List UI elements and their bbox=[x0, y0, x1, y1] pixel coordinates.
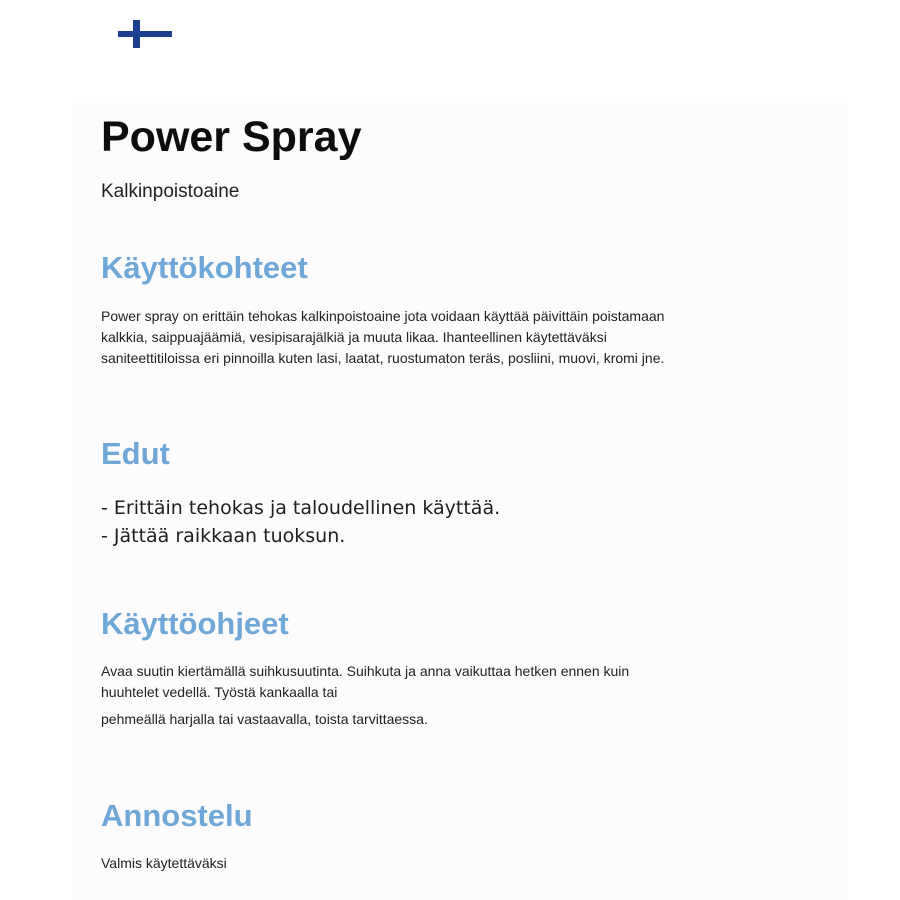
flag-cross-horizontal bbox=[118, 31, 172, 37]
section-heading-instructions: Käyttöohjeet bbox=[101, 606, 289, 641]
text-line: Valmis käytettäväksi bbox=[101, 855, 227, 871]
section-body-usage bbox=[101, 306, 841, 369]
text-line: kalkkia, saippuajäämiä, vesipisarajälkiä ja muuta likaa. Ihanteellinen käytettäväksi bbox=[101, 329, 607, 345]
finland-flag-icon bbox=[118, 18, 172, 50]
text-line: Power spray on erittäin tehokas kalkinpoistoaine jota voidaan käyttää päivittäin poistamaan bbox=[101, 308, 665, 324]
product-title: Power Spray bbox=[101, 113, 362, 161]
text-line: saniteettitiloissa eri pinnoilla kuten lasi, laatat, ruostumaton teräs, posliini, muovi, kromi jne. bbox=[101, 350, 665, 366]
text-line: huuhtelet vedellä. Työstä kankaalla tai bbox=[101, 684, 338, 700]
text-line: Avaa suutin kiertämällä suihkusuutinta. Suihkuta ja anna vaikuttaa hetken ennen kuin bbox=[101, 663, 630, 679]
benefits-list bbox=[101, 494, 500, 550]
text-line: pehmeällä harjalla tai vastaavalla, toista tarvittaessa. bbox=[101, 711, 428, 727]
section-heading-dosage: Annostelu bbox=[101, 798, 253, 833]
list-item: - Jättää raikkaan tuoksun. bbox=[101, 525, 346, 547]
section-body-instructions bbox=[101, 661, 841, 730]
product-subtitle: Kalkinpoistoaine bbox=[101, 181, 240, 202]
list-item: - Erittäin tehokas ja taloudellinen käyttää. bbox=[101, 497, 501, 519]
section-body-dosage bbox=[101, 853, 841, 874]
section-heading-usage: Käyttökohteet bbox=[101, 250, 308, 285]
section-heading-benefits: Edut bbox=[101, 436, 170, 471]
flag-cross-vertical bbox=[133, 20, 140, 48]
